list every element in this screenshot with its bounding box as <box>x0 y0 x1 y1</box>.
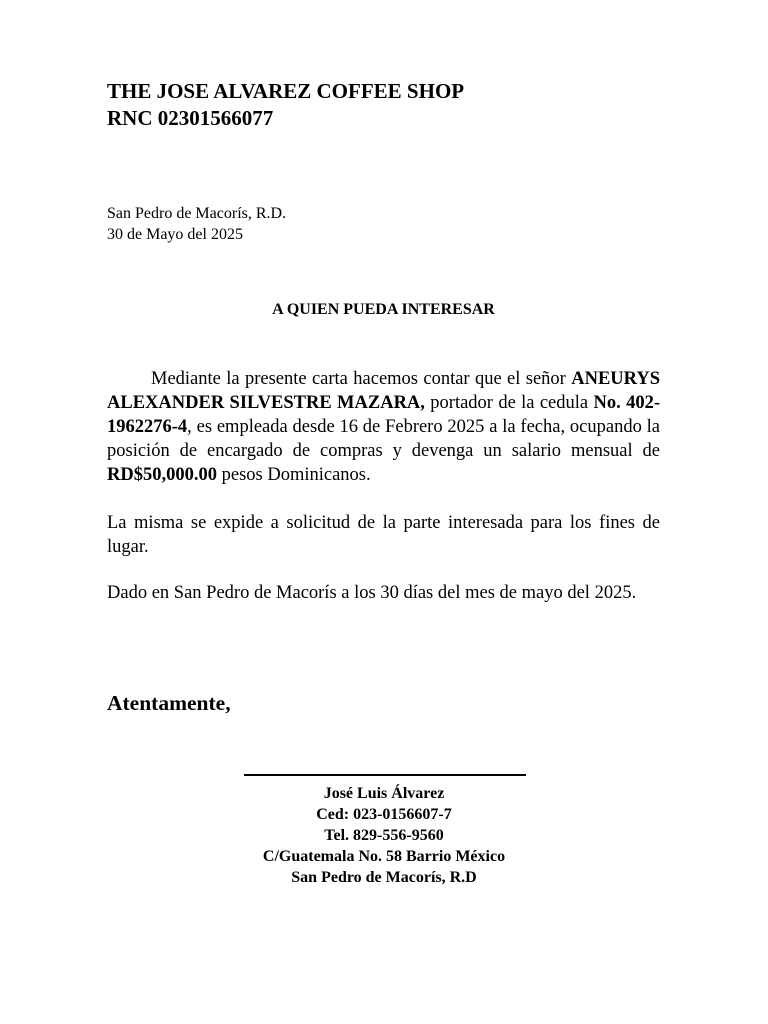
closing-salutation: Atentamente, <box>107 691 231 715</box>
signer-phone: Tel. 829-556-9560 <box>324 827 444 844</box>
letter-body <box>107 367 660 605</box>
letter-subject: A QUIEN PUEDA INTERESAR <box>272 301 495 318</box>
employee-name: ANEURYS ALEXANDER SILVESTRE MAZARA, <box>107 369 660 413</box>
company-rnc: RNC 02301566077 <box>107 106 274 130</box>
body-paragraph-1 <box>107 367 660 487</box>
signature-line <box>244 774 526 776</box>
letterhead <box>107 78 464 132</box>
employee-salary: RD$50,000.00 <box>107 465 217 485</box>
body-paragraph-2: La misma se expide a solicitud de la parte interesada para los fines de lugar. <box>107 513 660 557</box>
signer-cedula: Ced: 023-0156607-7 <box>316 806 452 823</box>
p1-after-name: portador de la cedula <box>424 393 594 413</box>
signer-name: José Luis Álvarez <box>323 785 445 802</box>
company-name: THE JOSE ALVAREZ COFFEE SHOP <box>107 79 465 103</box>
p1-after-salary: pesos Dominicanos. <box>216 465 371 485</box>
p1-intro: Mediante la presente carta hacemos contar que el señor <box>151 369 572 389</box>
place-and-date <box>107 203 286 245</box>
body-paragraph-3: Dado en San Pedro de Macorís a los 30 días del mes de mayo del 2025. <box>107 583 637 603</box>
signer-city: San Pedro de Macorís, R.D <box>291 869 477 886</box>
letter-place: San Pedro de Macorís, R.D. <box>107 205 287 222</box>
employee-cedula: No. 402-1962276-4 <box>107 393 660 437</box>
letter-date: 30 de Mayo del 2025 <box>107 226 243 243</box>
p1-after-cedula: , es empleada desde 16 de Febrero 2025 a la fecha, ocupando la posición de encargado de compras y devenga un salario mensual de <box>107 417 660 461</box>
signature-block <box>184 783 584 888</box>
signer-address: C/Guatemala No. 58 Barrio México <box>262 848 506 865</box>
